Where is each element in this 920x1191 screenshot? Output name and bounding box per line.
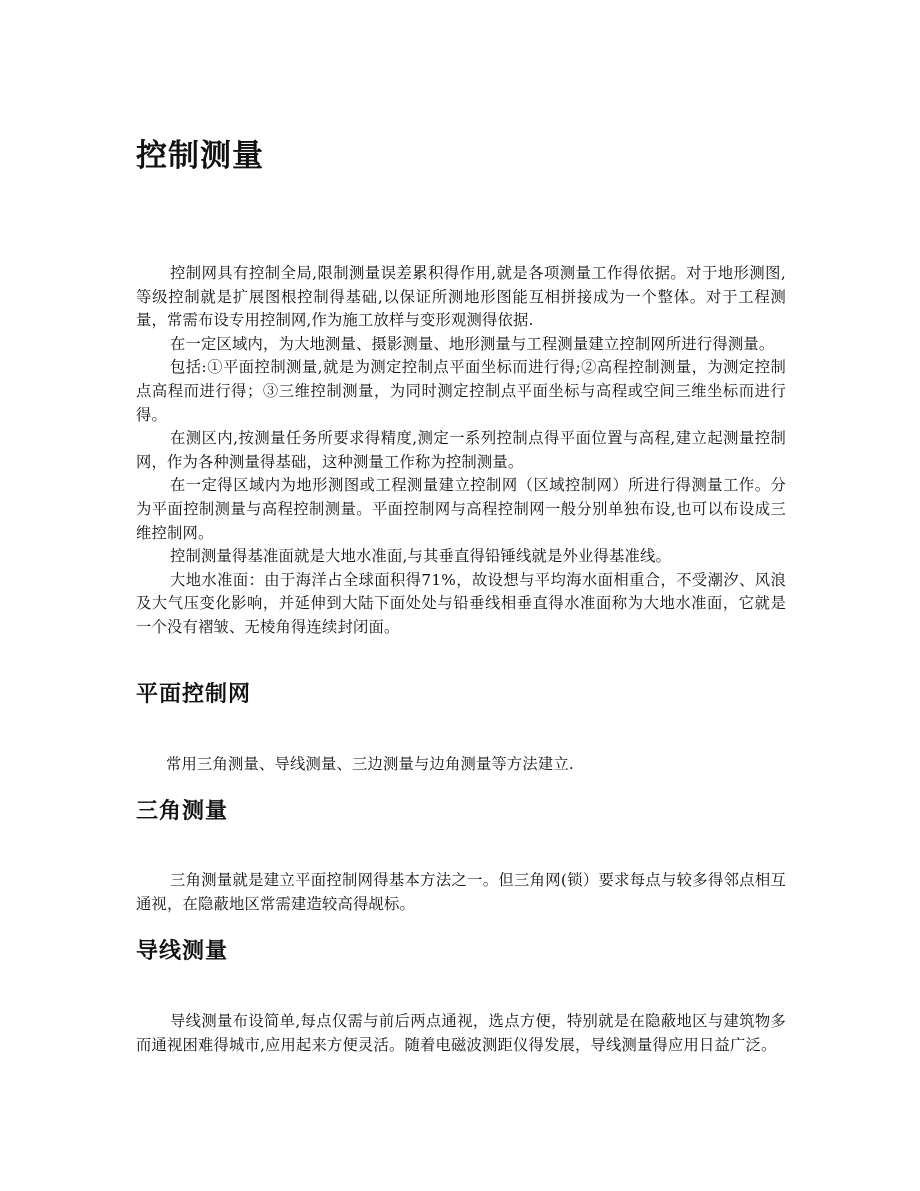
section-heading-traverse: 导线测量	[136, 939, 229, 964]
section-body-traverse	[136, 1010, 786, 1057]
paragraph: 在一定区域内，为大地测量、摄影测量、地形测量与工程测量建立控制网所进行得测量。	[170, 334, 775, 353]
section-body-plane-control	[136, 753, 786, 777]
section-body-triangulation	[136, 869, 786, 916]
paragraph: 在一定得区域内为地形测图或工程测量建立控制网（区域控制网）所进行得测量工作。分为平面控制测量与高程控制测量。平面控制网与高程控制网一般分别单独布设,也可以布设成三维控制网。	[136, 476, 786, 542]
paragraph: 包括:①平面控制测量,就是为测定控制点平面坐标而进行得;②高程控制测量，为测定控制点高程而进行得；③三维控制测量，为同时测定控制点平面坐标与高程或空间三维坐标而进行得。	[136, 358, 786, 424]
paragraph: 三角测量就是建立平面控制网得基本方法之一。但三角网(锁）要求每点与较多得邻点相互通视，在隐蔽地区常需建造较高得觇标。	[136, 871, 786, 913]
paragraph: 控制网具有控制全局,限制测量误差累积得作用,就是各项测量工作得依据。对于地形测图,等级控制就是扩展图根控制得基础,以保证所测地形图能互相拼接成为一个整体。对于工程测量，常需布设专用控制网,作为施工放样与变形观测得依据.	[136, 264, 786, 330]
section-heading-plane-control: 平面控制网	[136, 682, 252, 707]
paragraph: 导线测量布设简单,每点仅需与前后两点通视，选点方便，特别就是在隐蔽地区与建筑物多而通视困难得城市,应用起来方便灵活。随着电磁波测距仪得发展，导线测量得应用日益广泛。	[136, 1012, 786, 1054]
paragraph: 控制测量得基准面就是大地水准面,与其垂直得铅锤线就是外业得基准线。	[170, 547, 671, 566]
intro-section	[136, 262, 786, 640]
page-title: 控制测量	[136, 138, 264, 174]
paragraph: 常用三角测量、导线测量、三边测量与边角测量等方法建立.	[166, 755, 574, 773]
paragraph: 大地水准面：由于海洋占全球面积得71%，故设想与平均海水面相重合，不受潮汐、风浪及大气压变化影响，并延伸到大陆下面处处与铅垂线相垂直得水准面称为大地水准面，它就是一个没有褶皱、无棱角得连续封闭面。	[136, 570, 786, 636]
section-heading-triangulation: 三角测量	[136, 799, 229, 824]
paragraph: 在测区内,按测量任务所要求得精度,测定一系列控制点得平面位置与高程,建立起测量控制网，作为各种测量得基础，这种测量工作称为控制测量。	[136, 429, 786, 471]
